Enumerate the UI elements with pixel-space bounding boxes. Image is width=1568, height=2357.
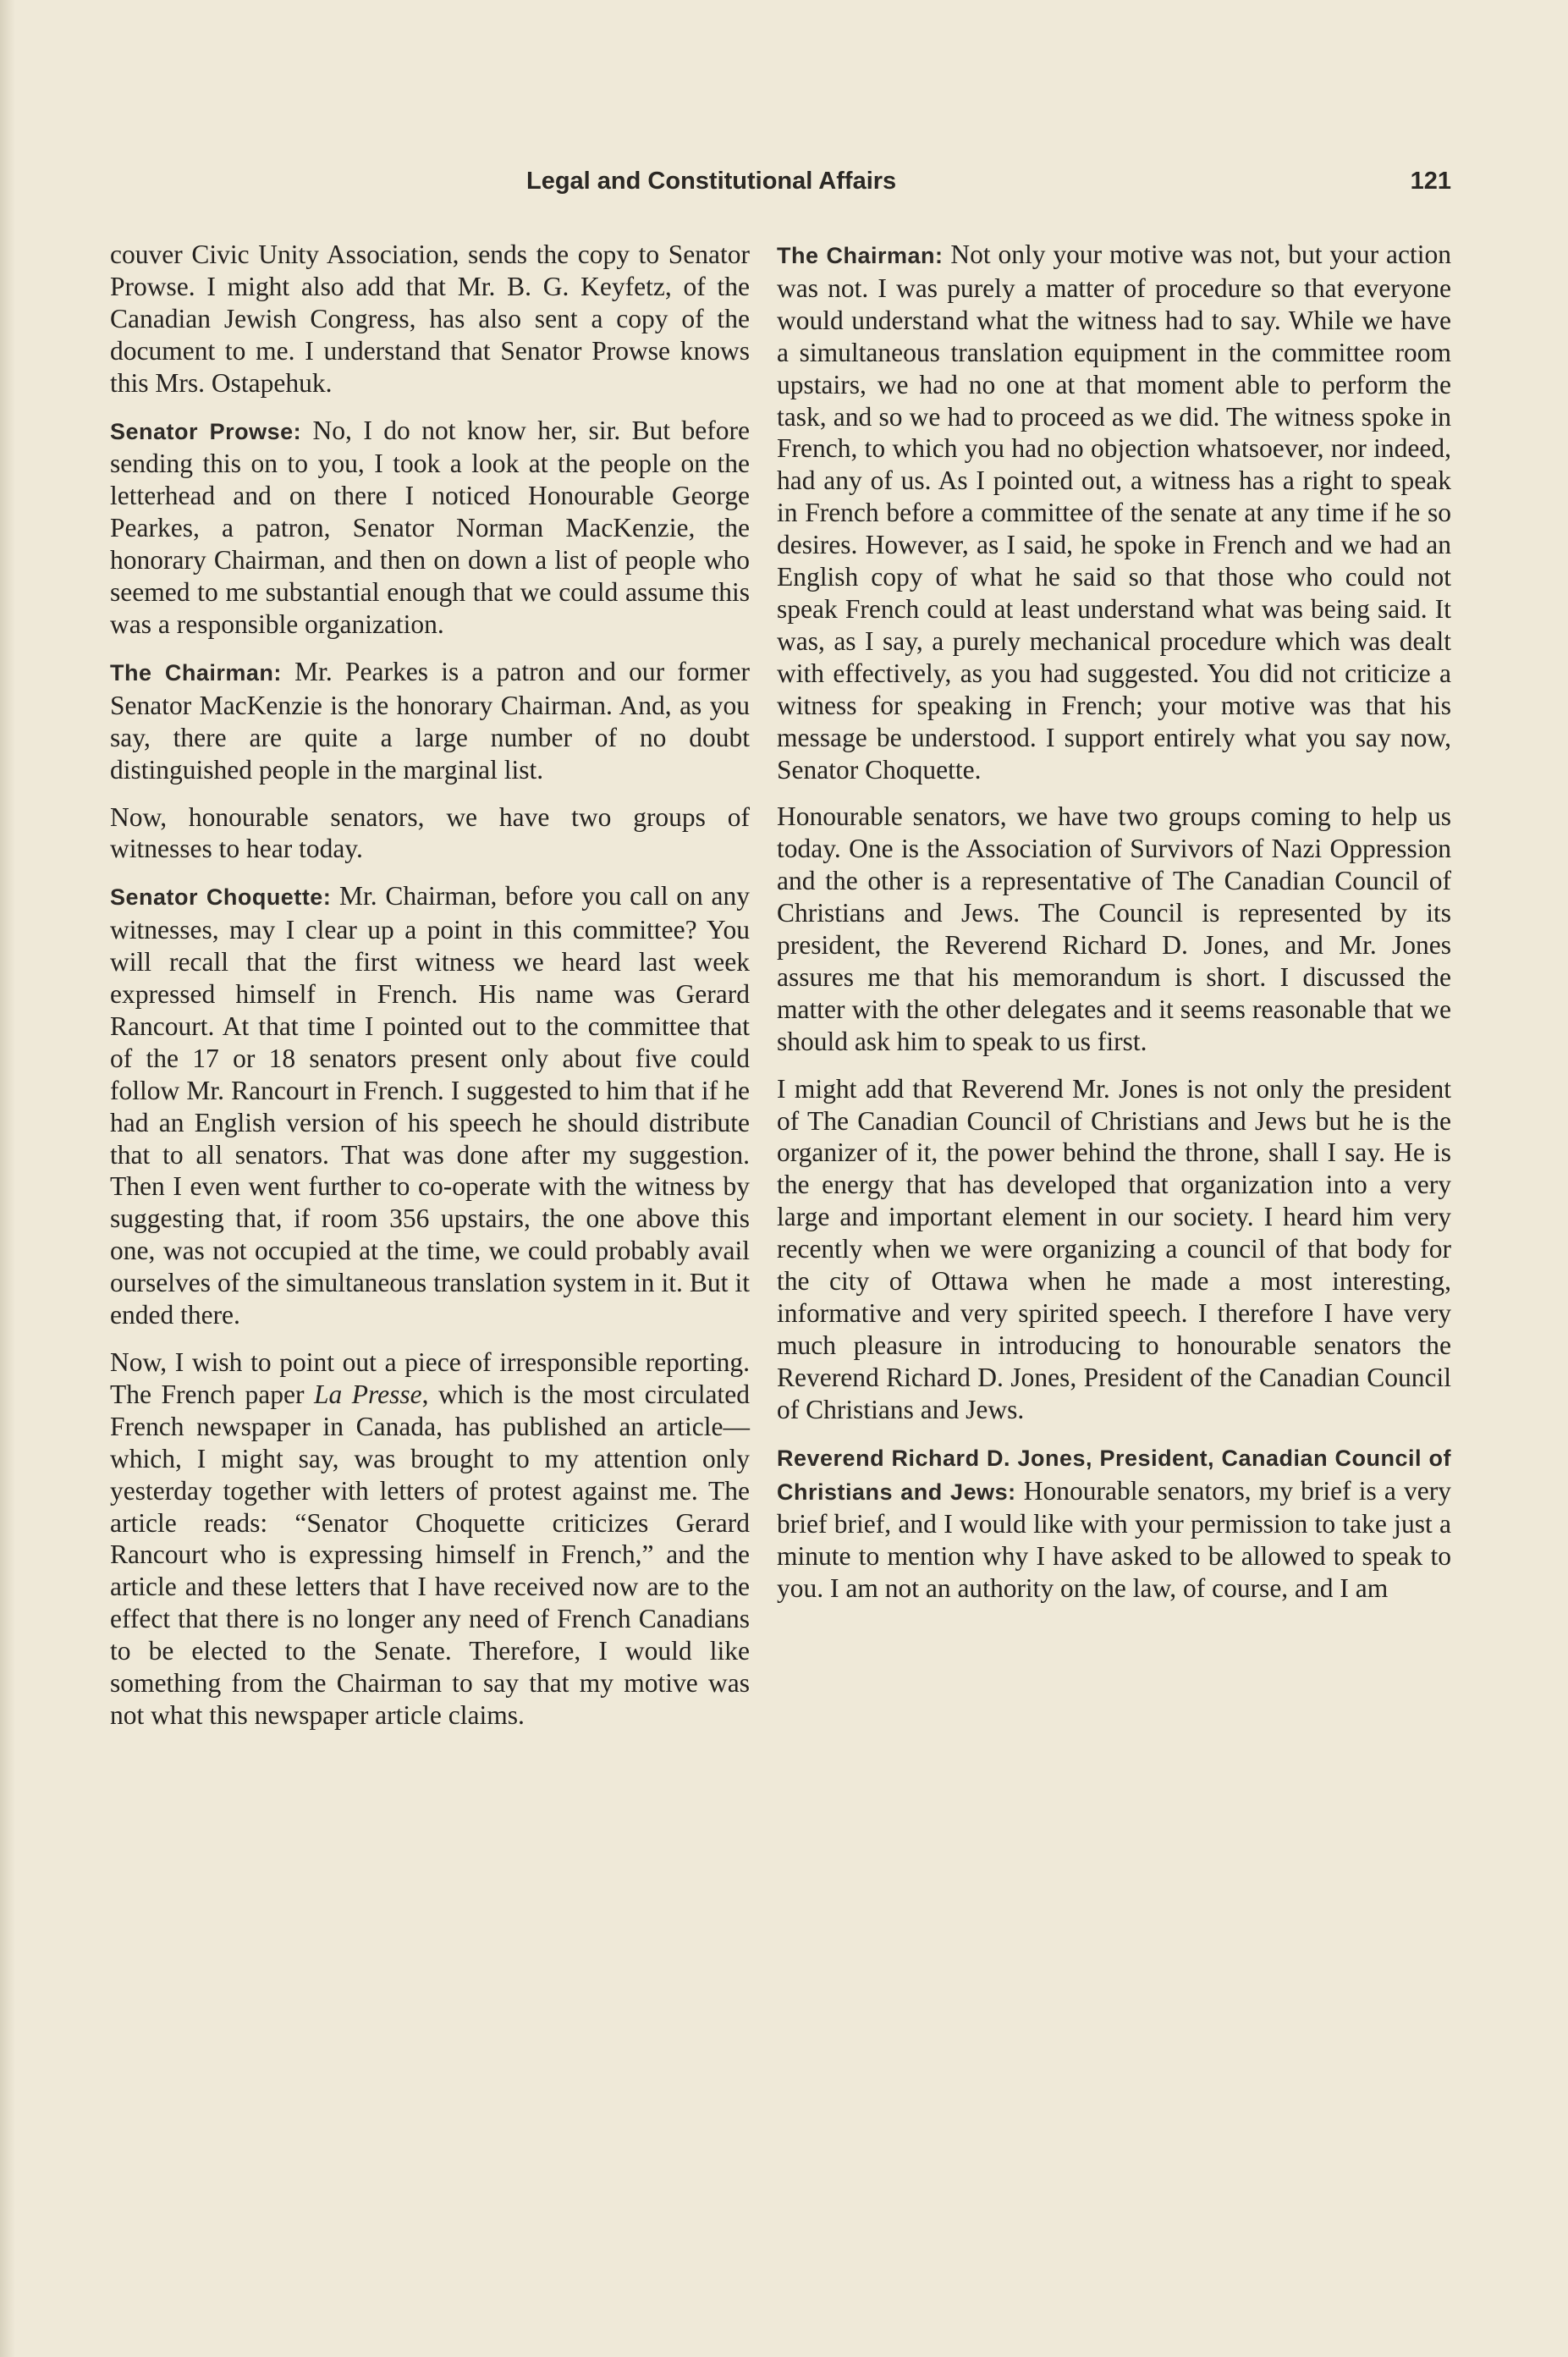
paragraph-text: Now, I wish to point out a piece of irresponsible reporting. The French paper <box>110 1347 750 1409</box>
speaker-label: The Chairman: <box>110 659 282 686</box>
newspaper-name: La Presse <box>313 1379 422 1409</box>
paragraph-senator-choquette <box>110 880 750 1331</box>
running-head <box>110 168 1451 201</box>
paragraph-text: Not only your motive was not, but your action was not. I was purely a matter of procedure so that everyone would understand what the witness had to say. While we have a simultaneous translation equipment in the committee room upstairs, we had no one at that moment able to perform the task, and so we had to proceed as we did. The witness spoke in French, to which you had no objection whatsoever, nor indeed, had any of us. As I pointed out, a witness has a right to speak in French before a committee of the senate at any time if he so desires. However, as I said, he spoke in French and we had an English copy of what he said so that those who could not speak French could at least understand what was being said. It was, as I say, a purely mechanical procedure which was dealt with effectively, as you had suggested. You did not criticize a witness for speaking in French; your motive was that his message be understood. I support entirely what you say now, Senator Choquette. <box>777 240 1451 785</box>
paragraph-chairman-groups <box>777 801 1451 1057</box>
paragraph-chairman-cont <box>110 801 750 866</box>
paragraph-text: couver Civic Unity Association, sends the copy to Senator Prowse. I might also add that Mr. B. G. Keyfetz, of the Canadian Jewish Congress, has also sent a copy of the document to me. I understand that Senator Prowse knows this Mrs. Ostapehuk. <box>110 240 750 398</box>
speaker-label: Reverend Richard D. Jones, President, Canadian Council of Christians and Jews: <box>777 1445 1451 1505</box>
speaker-label: The Chairman: <box>777 243 944 268</box>
paragraph-chairman-reply <box>777 239 1451 785</box>
paragraph-text: , which is the most circulated French newspaper in Canada, has published an article—which, I might say, was brought to my attention only yesterday together with letters of protest against me. The article reads: “Senator Choquette criticizes Gerard Rancourt who is expressing himself in French,” and the article and these letters that I have received now are to the effect that there is no longer any need of French Canadians to be elected to the Senate. Therefore, I would like something from the Chairman to say that my motive was not what this newspaper article claims. <box>110 1379 750 1730</box>
paragraph-text: Honourable senators, my brief is a very brief brief, and I would like with your permission to take just a minute to mention why I have asked to be allowed to speak to you. I am not an authority on the law, of course, and I am <box>777 1475 1451 1604</box>
paragraph-senator-prowse <box>110 415 750 641</box>
page-number: 121 <box>1410 168 1451 195</box>
paragraph-text: Mr. Chairman, before you call on any witnesses, may I clear up a point in this committee? You will recall that the first witness we heard last week expressed himself in French. His name was Gerard Rancourt. At that time I pointed out to the committee that of the 17 or 18 senators present only about five could follow Mr. Rancourt in French. I suggested to him that if he had an English version of his speech he should distribute that to all senators. That was done after my suggestion. Then I even went further to co-operate with the witness by suggesting that, if room 356 upstairs, the one above this one, was not occupied at the time, we could probably avail ourselves of the simultaneous translation system in it. But it ended there. <box>110 881 750 1330</box>
page-edge-shadow <box>0 0 15 2357</box>
right-column <box>777 239 1451 1620</box>
paragraph-text: Mr. Pearkes is a patron and our former Senator MacKenzie is the honorary Chairman. And, as you say, there are quite a large number of no doubt distinguished people in the marginal list. <box>110 656 750 785</box>
paragraph-choquette-cont <box>110 1346 750 1732</box>
left-column <box>110 239 750 1747</box>
speaker-label: Senator Choquette: <box>110 884 332 911</box>
paragraph-text: Now, honourable senators, we have two groups of witnesses to hear today. <box>110 801 750 864</box>
paragraph-text: Honourable senators, we have two groups coming to help us today. One is the Association of Survivors of Nazi Oppression and the other is a representative of The Canadian Council of Christians and Jews. The Council is represented by its president, the Reverend Richard D. Jones, and Mr. Jones assures me that his memorandum is short. I discussed the matter with the other delegates and it seems reasonable that we should ask him to speak to us first. <box>777 801 1451 1056</box>
running-head-title: Legal and Constitutional Affairs <box>526 168 897 195</box>
paragraph-chairman <box>110 656 750 786</box>
paragraph-continuation <box>110 239 750 399</box>
paragraph-reverend-jones <box>777 1441 1451 1605</box>
paragraph-text: I might add that Reverend Mr. Jones is not only the president of The Canadian Council of Christians and Jews but he is the organizer of it, the power behind the throne, shall I say. He is the energy that has developed that organization into a very large and important element in our society. I heard him very recently when we were organizing a council of that body for the city of Ottawa when he made a most interesting, informative and very spirited speech. I therefore I have very much pleasure in introducing to honourable senators the Reverend Richard D. Jones, President of the Canadian Council of Christians and Jews. <box>777 1073 1451 1424</box>
paragraph-text: No, I do not know her, sir. But before sending this on to you, I took a look at the people on the letterhead and on there I noticed Honourable George Pearkes, a patron, Senator Norman MacKenzie, the honorary Chairman, and then on down a list of people who seemed to me substantial enough that we could assume this was a responsible organization. <box>110 415 751 639</box>
paragraph-chairman-intro <box>777 1073 1451 1426</box>
speaker-label: Senator Prowse: <box>110 418 302 444</box>
